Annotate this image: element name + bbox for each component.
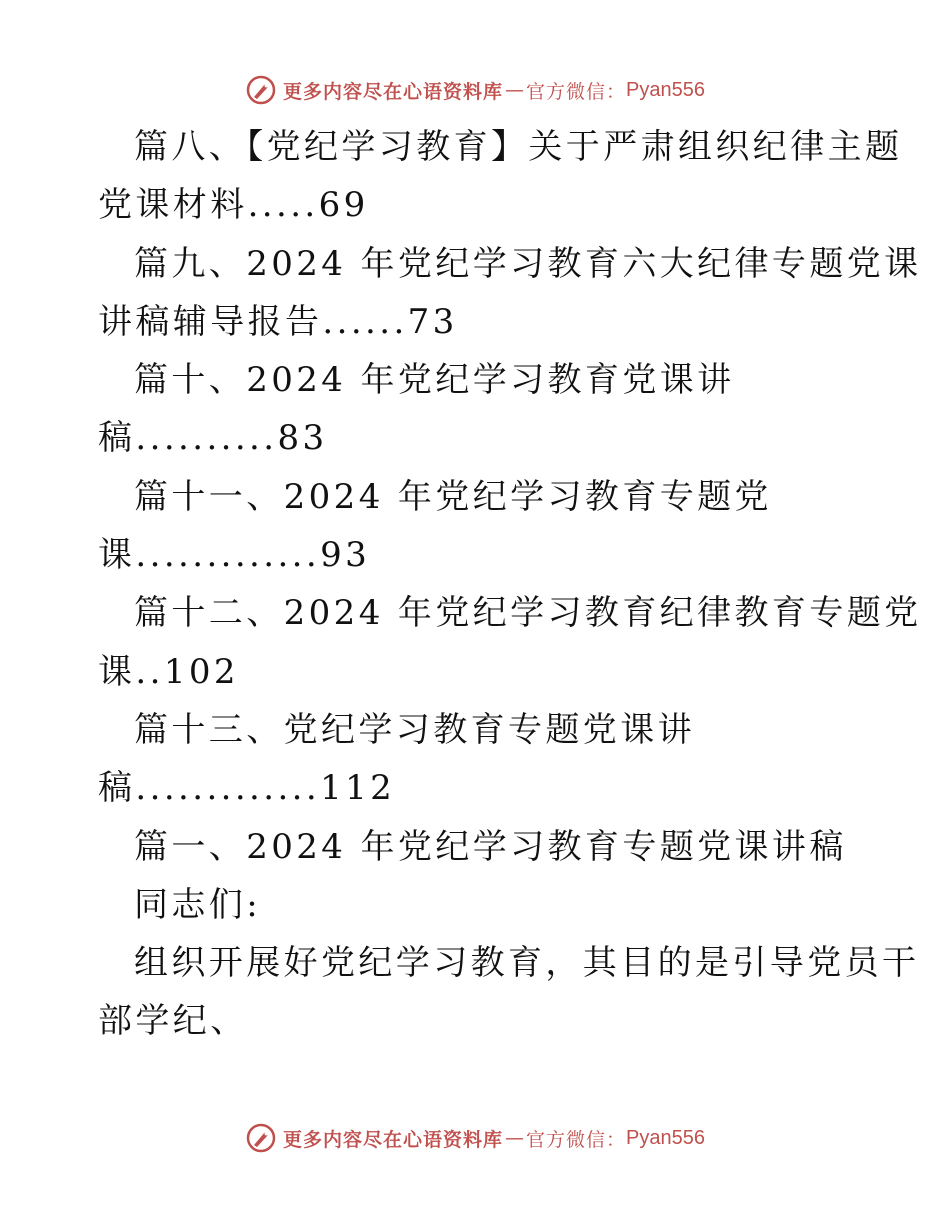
watermark-id: Pyan556 <box>626 78 705 101</box>
salutation: 同志们: <box>134 884 262 925</box>
document-body <box>98 118 922 1051</box>
footer-watermark <box>0 1118 950 1158</box>
toc-entry-10-line-1: 篇十、2024 年党纪学习教育党课讲 <box>134 360 735 401</box>
watermark-dash: — <box>505 79 525 101</box>
toc-entry-13-line-1: 篇十三、党纪学习教育专题党课讲 <box>134 709 695 750</box>
toc-entry-13-line-2: 稿.............112 <box>98 768 396 809</box>
pen-nib-logo-icon <box>245 1122 277 1154</box>
watermark-sub-text: 官方微信： <box>526 80 627 103</box>
toc-entry-10-line-2: 稿..........83 <box>98 418 328 459</box>
toc-entry-9-line-1: 篇九、2024 年党纪学习教育六大纪律专题党课 <box>134 243 922 284</box>
watermark-id: Pyan556 <box>626 1126 705 1149</box>
toc-entry-8-line-2: 党课材料.....69 <box>98 185 369 226</box>
watermark-dash: — <box>505 1127 525 1149</box>
header-watermark <box>0 70 950 110</box>
toc-entry-12-line-1: 篇十二、2024 年党纪学习教育纪律教育专题党 <box>134 593 922 634</box>
section-title: 篇一、2024 年党纪学习教育专题党课讲稿 <box>134 826 847 867</box>
pen-nib-logo-icon <box>245 74 277 106</box>
toc-entry-9-line-2: 讲稿辅导报告......73 <box>98 301 458 342</box>
toc-entry-11-line-1: 篇十一、2024 年党纪学习教育专题党 <box>134 476 772 517</box>
watermark-sub-text: 官方微信： <box>526 1128 627 1151</box>
toc-entry-12-line-2: 课..102 <box>98 651 239 692</box>
watermark-main-text: 更多内容尽在心语资料库 <box>283 1128 504 1151</box>
paragraph-line-2: 部学纪、 <box>98 1001 248 1042</box>
toc-entry-11-line-2: 课.............93 <box>98 535 371 576</box>
watermark-main-text: 更多内容尽在心语资料库 <box>283 80 504 103</box>
toc-entry-8-line-1: 篇八、【党纪学习教育】关于严肃组织纪律主题 <box>134 127 903 167</box>
paragraph-line-1: 组织开展好党纪学习教育，其目的是引导党员干 <box>134 943 920 984</box>
